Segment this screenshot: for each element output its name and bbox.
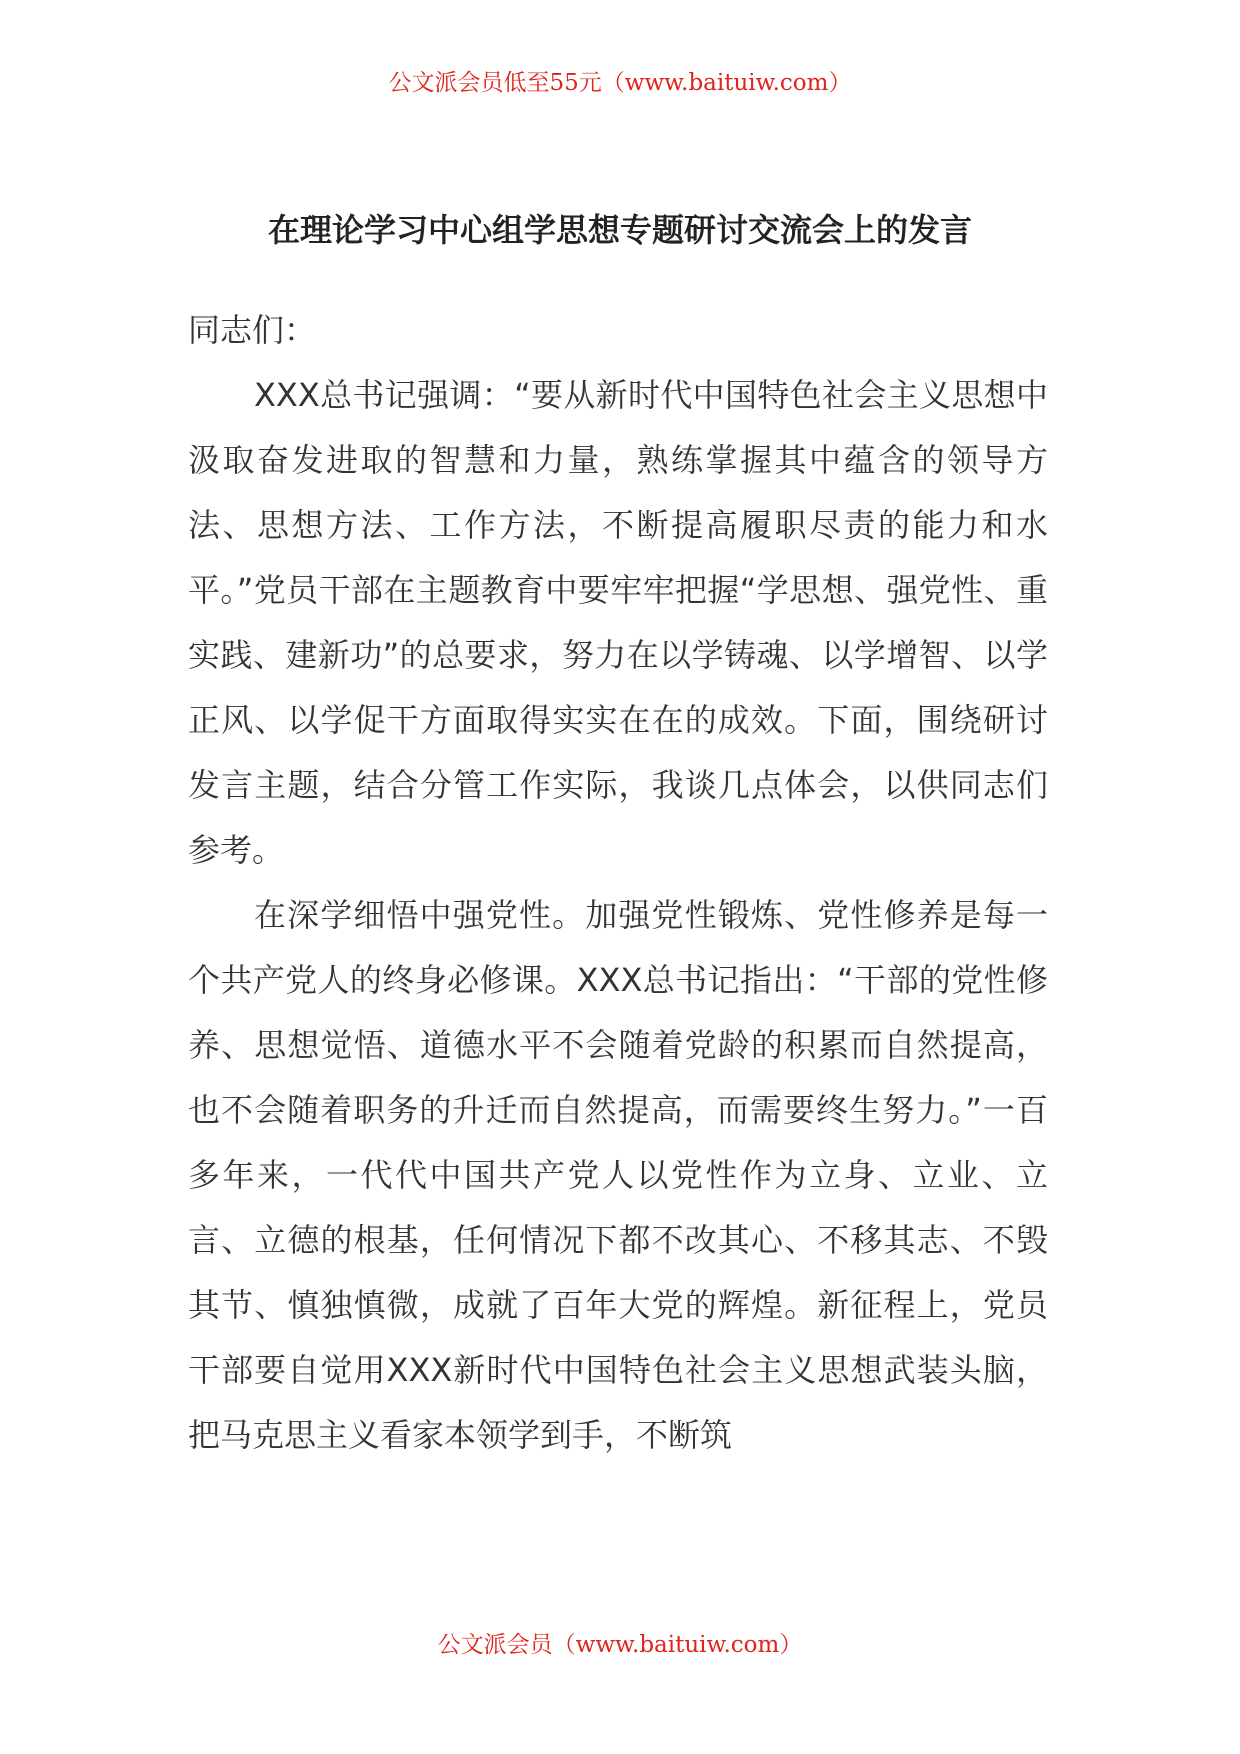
body-paragraph-2: 在深学细悟中强党性。加强党性锻炼、党性修养是每一个共产党人的终身必修课。XXX总书记指出：“干部的党性修养、思想觉悟、道德水平不会随着党龄的积累而自然提高，也不会随着职务的升迁而自然提高，而需要终生努力。”一百多年来，一代代中国共产党人以党性作为立身、立业、立言、立德的根基，任何情况下都不改其心、不移其志、不毁其节、慎独慎微，成就了百年大党的辉煌。新征程上，党员干部要自觉用XXX新时代中国特色社会主义思想武装头脑，把马克思主义看家本领学到手，不断筑 (188, 896, 1048, 1454)
body-paragraph-1: XXX总书记强调：“要从新时代中国特色社会主义思想中汲取奋发进取的智慧和力量，熟练掌握其中蕴含的领导方法、思想方法、工作方法，不断提高履职尽责的能力和水平。”党员干部在主题教育中要牢牢把握“学思想、强党性、重实践、建新功”的总要求，努力在以学铸魂、以学增智、以学正风、以学促干方面取得实实在在的成效。下面，围绕研讨发言主题，结合分管工作实际，我谈几点体会，以供同志们参考。 (188, 376, 1048, 869)
footer-banner: 公文派会员（www.baituiw.com） (437, 1632, 803, 1658)
salutation: 同志们： (188, 311, 317, 349)
document-title: 在理论学习中心组学思想专题研讨交流会上的发言 (267, 211, 972, 249)
header-banner: 公文派会员低至55元（www.baituiw.com） (388, 70, 852, 96)
document-body (188, 298, 1048, 1468)
